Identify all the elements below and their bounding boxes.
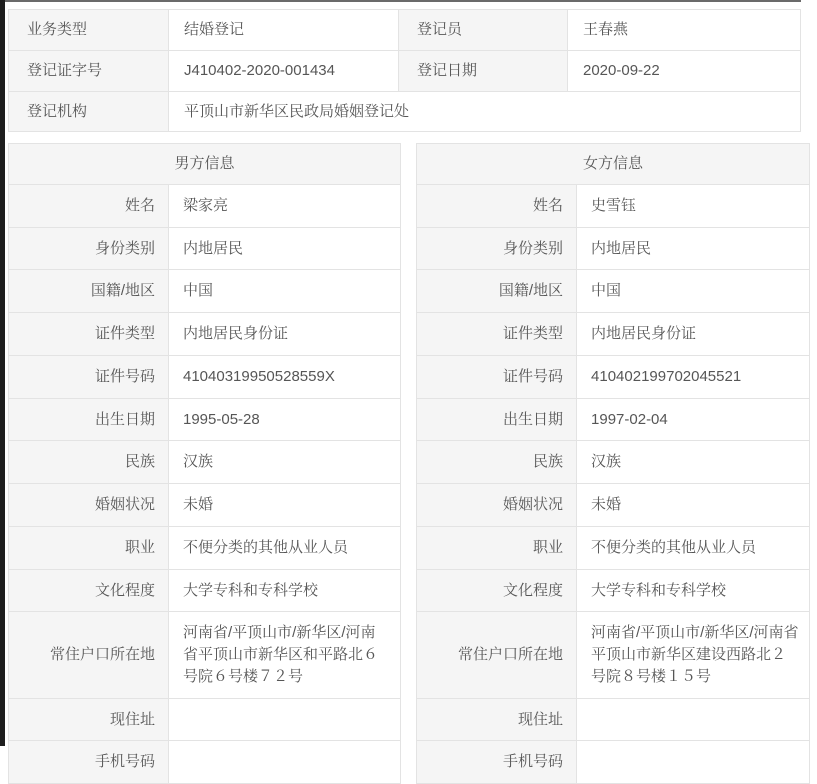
- field-label: 业务类型: [9, 10, 169, 51]
- table-row: [417, 270, 810, 313]
- field-label: 登记日期: [399, 50, 568, 91]
- field-label: 职业: [9, 526, 169, 569]
- field-value: [577, 698, 810, 741]
- field-label: 婚姻状况: [417, 484, 577, 527]
- field-value: 内地居民身份证: [169, 313, 401, 356]
- field-value: 41040319950528559X: [169, 355, 401, 398]
- table-row: [417, 313, 810, 356]
- table-row: [9, 441, 401, 484]
- field-label: 国籍/地区: [9, 270, 169, 313]
- field-label: 婚姻状况: [9, 484, 169, 527]
- field-label: 姓名: [9, 184, 169, 227]
- field-label: 登记机构: [9, 91, 169, 132]
- field-label: 出生日期: [417, 398, 577, 441]
- field-label: 出生日期: [9, 398, 169, 441]
- field-label: 文化程度: [9, 569, 169, 612]
- table-header-row: [417, 144, 810, 185]
- field-value: 2020-09-22: [568, 50, 801, 91]
- table-row: [9, 355, 401, 398]
- table-row: [9, 270, 401, 313]
- field-value: 不便分类的其他从业人员: [169, 526, 401, 569]
- table-row: [417, 441, 810, 484]
- table-row: [417, 355, 810, 398]
- field-value: 大学专科和专科学校: [577, 569, 810, 612]
- field-value: [169, 698, 401, 741]
- field-value: 内地居民: [169, 227, 401, 270]
- field-label: 国籍/地区: [417, 270, 577, 313]
- field-value: 1995-05-28: [169, 398, 401, 441]
- field-label: 身份类别: [9, 227, 169, 270]
- table-row: [9, 91, 801, 132]
- registration-summary-body: [9, 10, 801, 132]
- table-row: [417, 569, 810, 612]
- table-row: [9, 484, 401, 527]
- female-info-table: [416, 143, 810, 784]
- field-value: 河南省/平顶山市/新华区/河南省平顶山市新华区建设西路北２号院８号楼１５号: [577, 612, 810, 698]
- table-row: [9, 612, 401, 698]
- field-value: 平顶山市新华区民政局婚姻登记处: [169, 91, 801, 132]
- field-value: [577, 741, 810, 784]
- field-value: 中国: [169, 270, 401, 313]
- person-info-section: [8, 143, 808, 784]
- crop-edge-left: [0, 0, 5, 746]
- field-value: 不便分类的其他从业人员: [577, 526, 810, 569]
- table-row: [9, 741, 401, 784]
- table-row: [417, 484, 810, 527]
- field-value: 汉族: [577, 441, 810, 484]
- field-label: 手机号码: [9, 741, 169, 784]
- field-label: 常住户口所在地: [9, 612, 169, 698]
- male-info-title: 男方信息: [9, 144, 401, 185]
- table-row: [9, 50, 801, 91]
- table-row: [9, 569, 401, 612]
- field-value: 1997-02-04: [577, 398, 810, 441]
- table-row: [417, 184, 810, 227]
- field-value: 河南省/平顶山市/新华区/河南省平顶山市新华区和平路北６号院６号楼７２号: [169, 612, 401, 698]
- field-label: 现住址: [417, 698, 577, 741]
- field-label: 现住址: [9, 698, 169, 741]
- field-label: 民族: [417, 441, 577, 484]
- field-value: 内地居民身份证: [577, 313, 810, 356]
- registration-summary-table: [8, 9, 801, 132]
- field-label: 职业: [417, 526, 577, 569]
- table-row: [417, 741, 810, 784]
- table-row: [9, 398, 401, 441]
- field-value: 未婚: [577, 484, 810, 527]
- field-label: 文化程度: [417, 569, 577, 612]
- field-value: 汉族: [169, 441, 401, 484]
- field-label: 常住户口所在地: [417, 612, 577, 698]
- field-label: 证件类型: [9, 313, 169, 356]
- table-row: [417, 526, 810, 569]
- field-value: [169, 741, 401, 784]
- table-row: [9, 698, 401, 741]
- table-row: [9, 313, 401, 356]
- field-label: 民族: [9, 441, 169, 484]
- field-label: 证件号码: [9, 355, 169, 398]
- field-value: 未婚: [169, 484, 401, 527]
- field-label: 登记员: [399, 10, 568, 51]
- table-row: [9, 184, 401, 227]
- field-value: 大学专科和专科学校: [169, 569, 401, 612]
- field-value: 410402199702045521: [577, 355, 810, 398]
- field-value: J410402-2020-001434: [169, 50, 399, 91]
- field-value: 王春燕: [568, 10, 801, 51]
- table-row: [417, 398, 810, 441]
- field-label: 证件号码: [417, 355, 577, 398]
- table-row: [9, 526, 401, 569]
- female-info-body: [417, 144, 810, 784]
- field-value: 内地居民: [577, 227, 810, 270]
- table-row: [9, 227, 401, 270]
- table-row: [417, 612, 810, 698]
- crop-edge-top: [0, 0, 801, 2]
- field-label: 姓名: [417, 184, 577, 227]
- field-label: 登记证字号: [9, 50, 169, 91]
- male-info-table: [8, 143, 401, 784]
- table-row: [417, 698, 810, 741]
- field-value: 中国: [577, 270, 810, 313]
- field-value: 梁家亮: [169, 184, 401, 227]
- table-row: [9, 10, 801, 51]
- field-value: 史雪钰: [577, 184, 810, 227]
- male-info-body: [9, 144, 401, 784]
- field-label: 身份类别: [417, 227, 577, 270]
- female-info-title: 女方信息: [417, 144, 810, 185]
- table-header-row: [9, 144, 401, 185]
- field-label: 手机号码: [417, 741, 577, 784]
- field-value: 结婚登记: [169, 10, 399, 51]
- table-row: [417, 227, 810, 270]
- field-label: 证件类型: [417, 313, 577, 356]
